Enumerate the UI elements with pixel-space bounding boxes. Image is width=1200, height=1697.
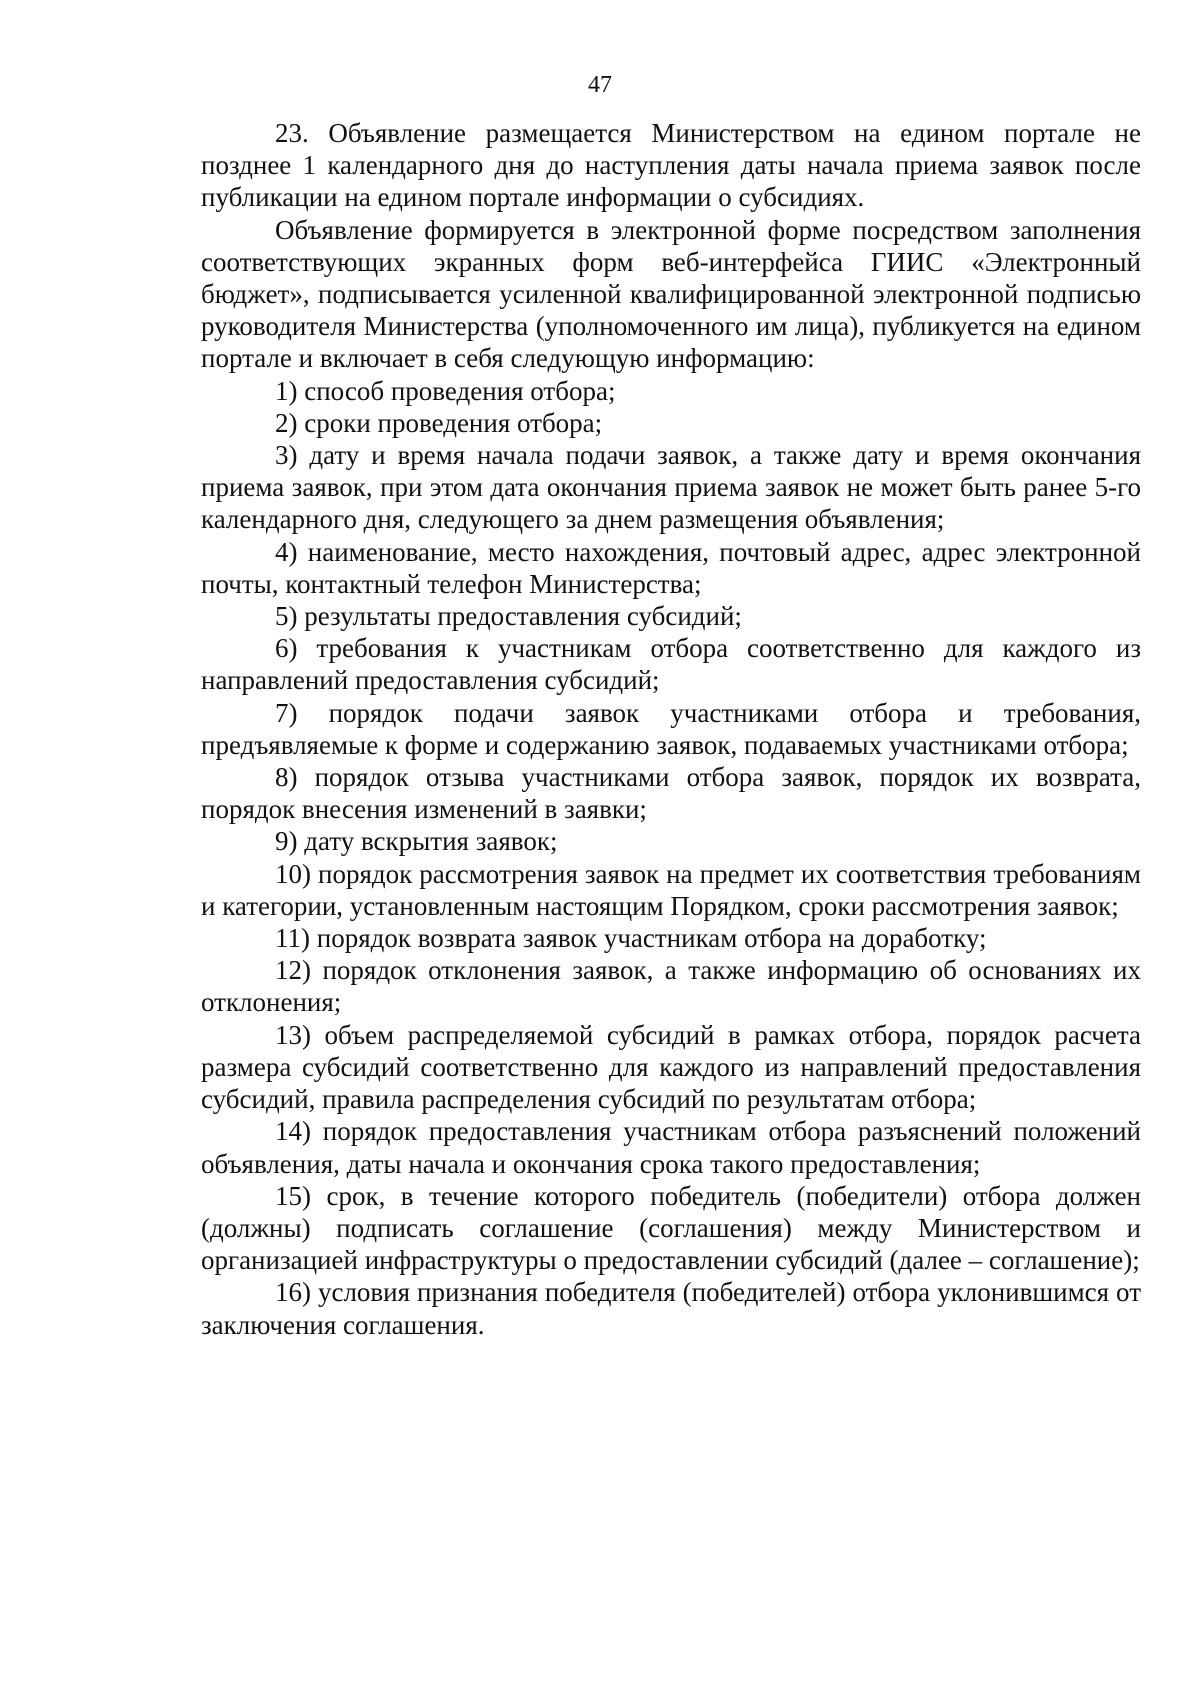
list-item-3: 3) дату и время начала подачи заявок, а также дату и время окончания приема заявок, при этом дата окончания приема заявок не может быть ранее 5-го календарного дня, следующего за днем размещения объявления; — [201, 440, 1141, 535]
list-item-7: 7) порядок подачи заявок участниками отбора и требования, предъявляемые к форме и содержанию заявок, подаваемых участниками отбора; — [201, 697, 1141, 760]
list-item-6: 6) требования к участникам отбора соответственно для каждого из направлений предоставления субсидий; — [201, 633, 1141, 696]
list-item-12: 12) порядок отклонения заявок, а также информацию об основаниях их отклонения; — [201, 955, 1141, 1018]
list-item-15: 15) срок, в течение которого победитель (победители) отбора должен (должны) подписать соглашение (соглашения) между Министерством и организацией инфраструктуры о предоставлении субсидий (далее – соглашение); — [201, 1180, 1141, 1276]
page-number: 47 — [588, 72, 612, 98]
paragraph-23: 23. Объявление размещается Министерством на едином портале не позднее 1 календарного дня до наступления даты начала приема заявок после публикации на едином портале информации о субсидиях. — [201, 118, 1141, 213]
list-item-8: 8) порядок отзыва участниками отбора заявок, порядок их возврата, порядок внесения изменений в заявки; — [201, 762, 1141, 825]
list-item-14: 14) порядок предоставления участникам отбора разъяснений положений объявления, даты начала и окончания срока такого предоставления; — [201, 1116, 1141, 1179]
list-item-4: 4) наименование, место нахождения, почтовый адрес, адрес электронной почты, контактный телефон Министерства; — [201, 536, 1141, 599]
list-item-11: 11) порядок возврата заявок участникам отбора на доработку; — [275, 923, 987, 954]
list-item-16: 16) условия признания победителя (победителей) отбора уклонившимся от заключения соглашения. — [201, 1277, 1141, 1340]
list-item-2: 2) сроки проведения отбора; — [275, 407, 603, 438]
list-item-13: 13) объем распределяемой субсидий в рамках отбора, порядок расчета размера субсидий соответственно для каждого из направлений предоставления субсидий, правила распределения субсидий по результатам отбора; — [201, 1019, 1141, 1115]
list-item-9: 9) дату вскрытия заявок; — [275, 826, 558, 857]
paragraph-announcement-info: Объявление формируется в электронной форме посредством заполнения соответствующих экранных форм веб-интерфейса ГИИС «Электронный бюджет», подписывается усиленной квалифицированной электронной подписью руководителя Министерства (уполномоченного им лица), публикуется на едином портале и включает в себя следующую информацию: — [201, 214, 1141, 374]
list-item-10: 10) порядок рассмотрения заявок на предмет их соответствия требованиям и категории, установленным настоящим Порядком, сроки рассмотрения заявок; — [201, 858, 1141, 921]
document-body — [201, 117, 1141, 1341]
list-item-1: 1) способ проведения отбора; — [275, 375, 616, 406]
list-item-5: 5) результаты предоставления субсидий; — [275, 601, 742, 632]
